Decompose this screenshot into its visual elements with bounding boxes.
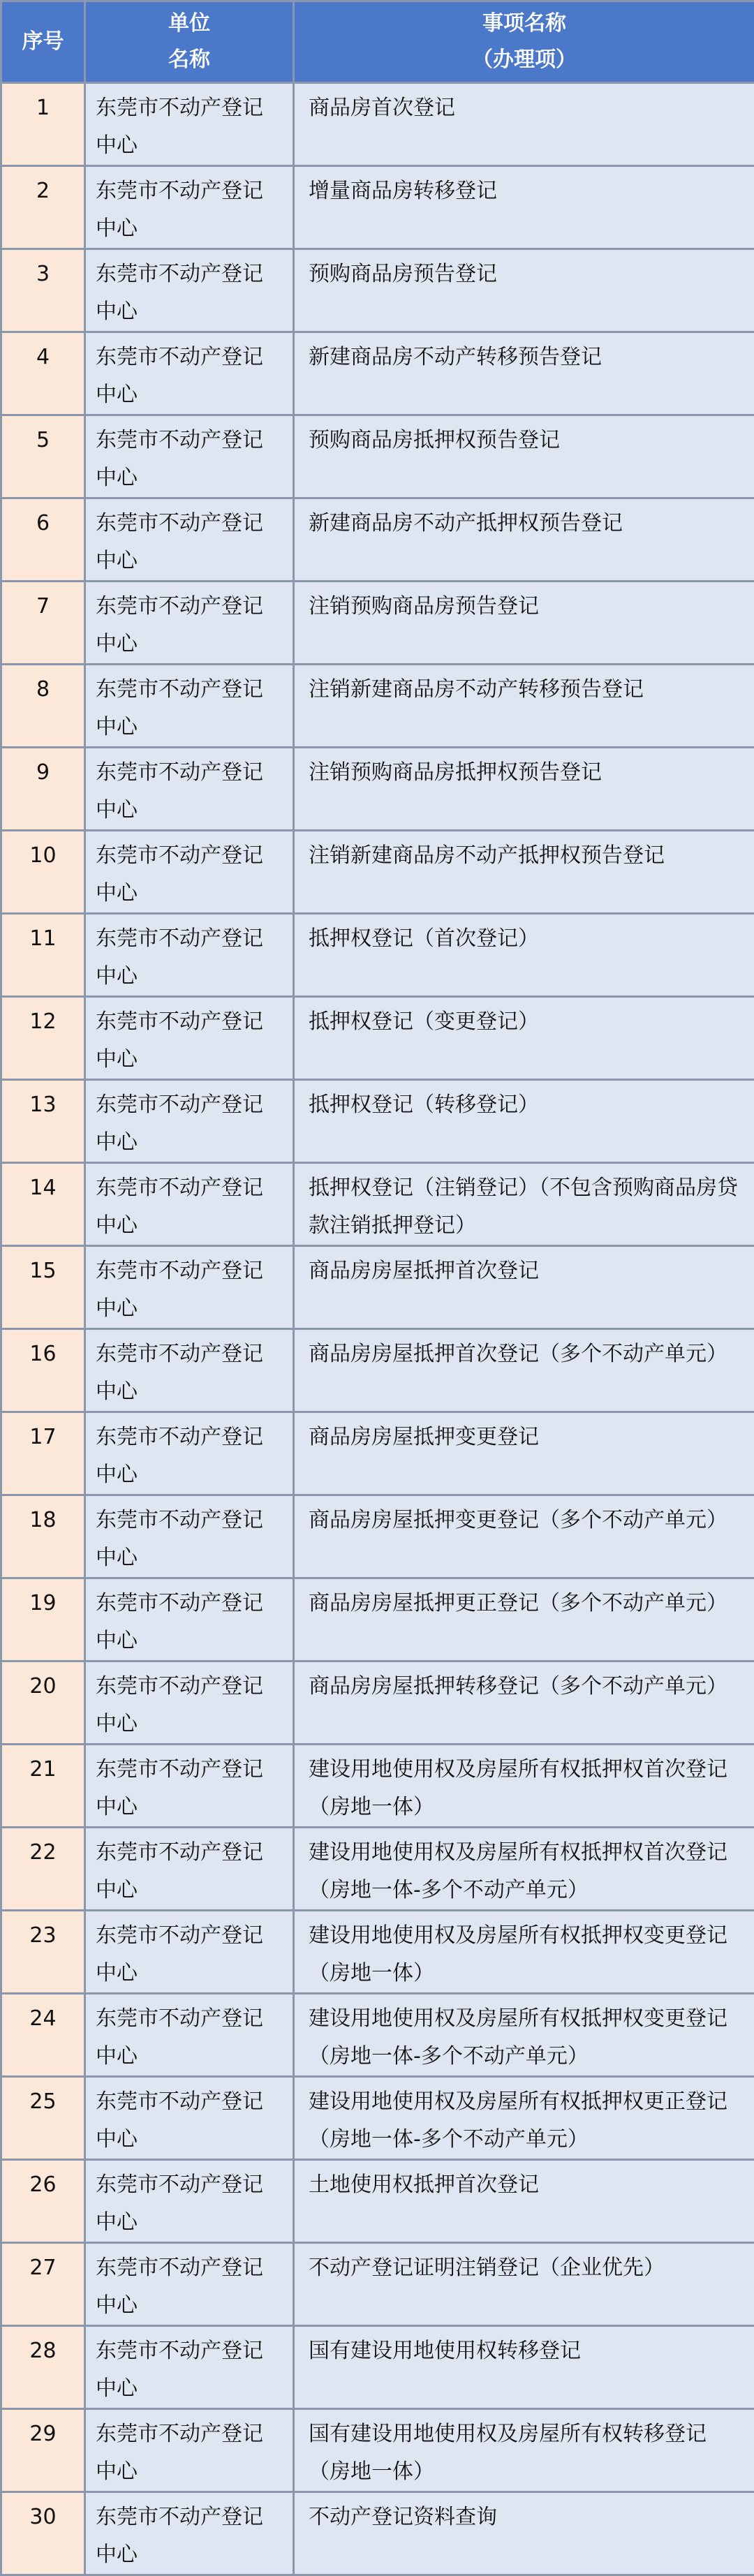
table-row bbox=[1, 665, 754, 748]
table-row bbox=[1, 249, 754, 332]
row-unit-name: 东莞市不动产登记中心 bbox=[85, 166, 294, 249]
table-header bbox=[1, 1, 754, 83]
row-number: 21 bbox=[1, 1745, 85, 1828]
row-number: 13 bbox=[1, 1080, 85, 1163]
row-number: 12 bbox=[1, 997, 85, 1080]
table-row bbox=[1, 1994, 754, 2077]
row-item-name: 增量商品房转移登记 bbox=[294, 166, 754, 249]
table-row bbox=[1, 1080, 754, 1163]
row-unit-name: 东莞市不动产登记中心 bbox=[85, 415, 294, 498]
table-row bbox=[1, 2243, 754, 2326]
table-body bbox=[1, 83, 754, 2575]
row-number: 25 bbox=[1, 2077, 85, 2160]
row-unit-name: 东莞市不动产登记中心 bbox=[85, 665, 294, 748]
table-row bbox=[1, 831, 754, 914]
row-number: 23 bbox=[1, 1911, 85, 1994]
row-unit-name: 东莞市不动产登记中心 bbox=[85, 249, 294, 332]
row-number: 5 bbox=[1, 415, 85, 498]
row-item-name: 商品房房屋抵押变更登记（多个不动产单元） bbox=[294, 1495, 754, 1578]
row-number: 6 bbox=[1, 498, 85, 582]
row-item-name: 商品房房屋抵押转移登记（多个不动产单元） bbox=[294, 1661, 754, 1745]
row-item-name: 商品房首次登记 bbox=[294, 83, 754, 166]
table-row bbox=[1, 83, 754, 166]
row-item-name: 建设用地使用权及房屋所有权抵押权首次登记（房地一体） bbox=[294, 1745, 754, 1828]
row-unit-name: 东莞市不动产登记中心 bbox=[85, 1495, 294, 1578]
table-row bbox=[1, 2492, 754, 2575]
table-row bbox=[1, 2326, 754, 2409]
table-row bbox=[1, 1578, 754, 1661]
row-number: 10 bbox=[1, 831, 85, 914]
row-number: 7 bbox=[1, 582, 85, 665]
row-number: 1 bbox=[1, 83, 85, 166]
table-row bbox=[1, 1163, 754, 1246]
row-unit-name: 东莞市不动产登记中心 bbox=[85, 831, 294, 914]
header-unit bbox=[85, 1, 294, 83]
table-row bbox=[1, 997, 754, 1080]
row-number: 4 bbox=[1, 332, 85, 415]
row-item-name: 新建商品房不动产转移预告登记 bbox=[294, 332, 754, 415]
row-number: 17 bbox=[1, 1412, 85, 1495]
row-item-name: 土地使用权抵押首次登记 bbox=[294, 2160, 754, 2243]
table-row bbox=[1, 2160, 754, 2243]
header-number bbox=[1, 1, 85, 83]
row-number: 19 bbox=[1, 1578, 85, 1661]
row-item-name: 商品房房屋抵押变更登记 bbox=[294, 1412, 754, 1495]
row-item-name: 注销预购商品房预告登记 bbox=[294, 582, 754, 665]
row-unit-name: 东莞市不动产登记中心 bbox=[85, 1246, 294, 1329]
row-number: 26 bbox=[1, 2160, 85, 2243]
table-row bbox=[1, 1412, 754, 1495]
table-row bbox=[1, 1911, 754, 1994]
row-unit-name: 东莞市不动产登记中心 bbox=[85, 1163, 294, 1246]
row-item-name: 商品房房屋抵押更正登记（多个不动产单元） bbox=[294, 1578, 754, 1661]
row-unit-name: 东莞市不动产登记中心 bbox=[85, 1828, 294, 1911]
table-row bbox=[1, 1329, 754, 1412]
header-unit-line1: 单位 bbox=[86, 6, 293, 42]
row-item-name: 抵押权登记（转移登记） bbox=[294, 1080, 754, 1163]
row-item-name: 注销预购商品房抵押权预告登记 bbox=[294, 748, 754, 831]
table-row bbox=[1, 1661, 754, 1745]
header-item-line2: （办理项） bbox=[295, 42, 754, 78]
row-number: 20 bbox=[1, 1661, 85, 1745]
row-unit-name: 东莞市不动产登记中心 bbox=[85, 332, 294, 415]
row-number: 14 bbox=[1, 1163, 85, 1246]
table-row bbox=[1, 332, 754, 415]
header-item-line1: 事项名称 bbox=[295, 6, 754, 42]
row-unit-name: 东莞市不动产登记中心 bbox=[85, 1578, 294, 1661]
table-row bbox=[1, 498, 754, 582]
table-row bbox=[1, 1828, 754, 1911]
row-unit-name: 东莞市不动产登记中心 bbox=[85, 498, 294, 582]
table-row bbox=[1, 2077, 754, 2160]
row-unit-name: 东莞市不动产登记中心 bbox=[85, 2409, 294, 2492]
row-number: 8 bbox=[1, 665, 85, 748]
row-unit-name: 东莞市不动产登记中心 bbox=[85, 1994, 294, 2077]
table-row bbox=[1, 1745, 754, 1828]
row-item-name: 建设用地使用权及房屋所有权抵押权变更登记（房地一体） bbox=[294, 1911, 754, 1994]
row-number: 16 bbox=[1, 1329, 85, 1412]
row-item-name: 国有建设用地使用权转移登记 bbox=[294, 2326, 754, 2409]
header-item bbox=[294, 1, 754, 83]
row-item-name: 抵押权登记（首次登记） bbox=[294, 914, 754, 997]
row-unit-name: 东莞市不动产登记中心 bbox=[85, 914, 294, 997]
row-unit-name: 东莞市不动产登记中心 bbox=[85, 1745, 294, 1828]
row-unit-name: 东莞市不动产登记中心 bbox=[85, 1911, 294, 1994]
row-item-name: 不动产登记证明注销登记（企业优先） bbox=[294, 2243, 754, 2326]
table-row bbox=[1, 2409, 754, 2492]
row-unit-name: 东莞市不动产登记中心 bbox=[85, 1080, 294, 1163]
row-number: 11 bbox=[1, 914, 85, 997]
row-item-name: 抵押权登记（注销登记）（不包含预购商品房贷款注销抵押登记） bbox=[294, 1163, 754, 1246]
row-item-name: 新建商品房不动产抵押权预告登记 bbox=[294, 498, 754, 582]
row-number: 27 bbox=[1, 2243, 85, 2326]
row-item-name: 注销新建商品房不动产抵押权预告登记 bbox=[294, 831, 754, 914]
row-item-name: 商品房房屋抵押首次登记 bbox=[294, 1246, 754, 1329]
row-number: 29 bbox=[1, 2409, 85, 2492]
row-item-name: 抵押权登记（变更登记） bbox=[294, 997, 754, 1080]
table-row bbox=[1, 415, 754, 498]
row-item-name: 商品房房屋抵押首次登记（多个不动产单元） bbox=[294, 1329, 754, 1412]
row-number: 2 bbox=[1, 166, 85, 249]
row-item-name: 建设用地使用权及房屋所有权抵押权变更登记（房地一体-多个不动产单元） bbox=[294, 1994, 754, 2077]
row-unit-name: 东莞市不动产登记中心 bbox=[85, 2492, 294, 2575]
row-item-name: 建设用地使用权及房屋所有权抵押权首次登记（房地一体-多个不动产单元） bbox=[294, 1828, 754, 1911]
row-unit-name: 东莞市不动产登记中心 bbox=[85, 2077, 294, 2160]
row-number: 3 bbox=[1, 249, 85, 332]
row-unit-name: 东莞市不动产登记中心 bbox=[85, 748, 294, 831]
row-number: 15 bbox=[1, 1246, 85, 1329]
row-unit-name: 东莞市不动产登记中心 bbox=[85, 83, 294, 166]
row-item-name: 注销新建商品房不动产转移预告登记 bbox=[294, 665, 754, 748]
row-unit-name: 东莞市不动产登记中心 bbox=[85, 2243, 294, 2326]
table-row bbox=[1, 1246, 754, 1329]
row-number: 22 bbox=[1, 1828, 85, 1911]
row-item-name: 预购商品房抵押权预告登记 bbox=[294, 415, 754, 498]
row-unit-name: 东莞市不动产登记中心 bbox=[85, 2326, 294, 2409]
row-item-name: 预购商品房预告登记 bbox=[294, 249, 754, 332]
row-unit-name: 东莞市不动产登记中心 bbox=[85, 1412, 294, 1495]
row-number: 28 bbox=[1, 2326, 85, 2409]
row-number: 24 bbox=[1, 1994, 85, 2077]
table-row bbox=[1, 1495, 754, 1578]
table-row bbox=[1, 748, 754, 831]
row-item-name: 国有建设用地使用权及房屋所有权转移登记（房地一体） bbox=[294, 2409, 754, 2492]
table-row bbox=[1, 914, 754, 997]
row-number: 30 bbox=[1, 2492, 85, 2575]
row-unit-name: 东莞市不动产登记中心 bbox=[85, 1661, 294, 1745]
header-unit-line2: 名称 bbox=[86, 42, 293, 78]
row-item-name: 不动产登记资料查询 bbox=[294, 2492, 754, 2575]
row-unit-name: 东莞市不动产登记中心 bbox=[85, 582, 294, 665]
row-item-name: 建设用地使用权及房屋所有权抵押权更正登记（房地一体-多个不动产单元） bbox=[294, 2077, 754, 2160]
header-number-label: 序号 bbox=[22, 29, 64, 54]
row-number: 9 bbox=[1, 748, 85, 831]
row-unit-name: 东莞市不动产登记中心 bbox=[85, 997, 294, 1080]
row-unit-name: 东莞市不动产登记中心 bbox=[85, 1329, 294, 1412]
table-row bbox=[1, 582, 754, 665]
row-number: 18 bbox=[1, 1495, 85, 1578]
row-unit-name: 东莞市不动产登记中心 bbox=[85, 2160, 294, 2243]
table-row bbox=[1, 166, 754, 249]
